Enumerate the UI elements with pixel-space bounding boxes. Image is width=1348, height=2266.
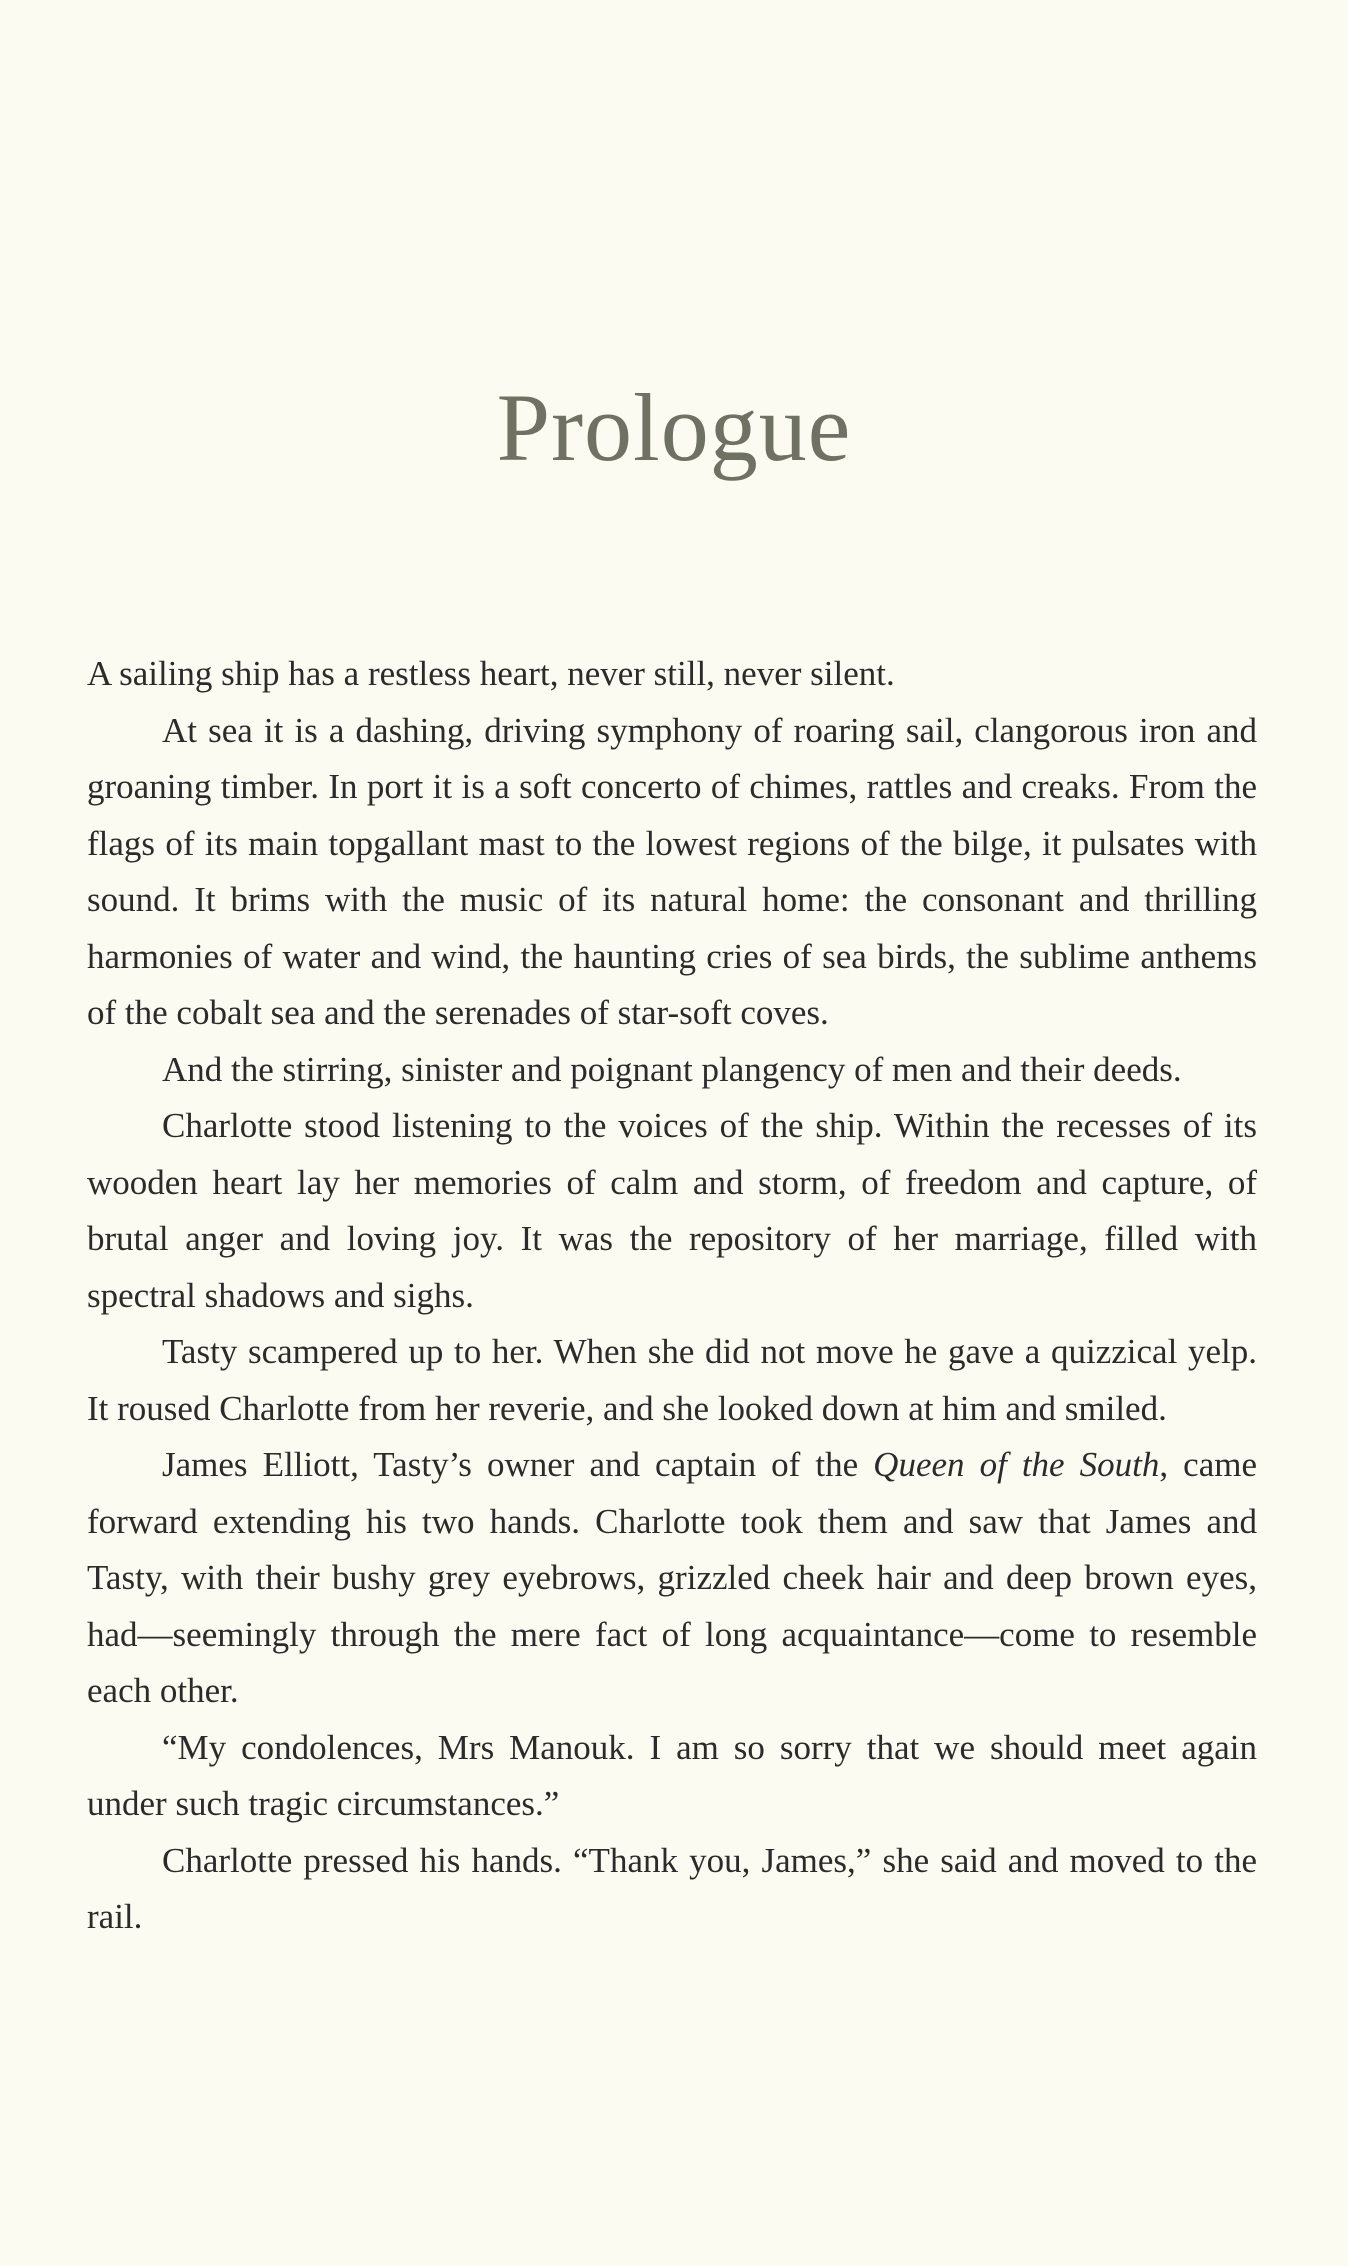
paragraph-4: Charlotte stood listening to the voices of the ship. Within the recesses of its wooden heart lay her memories of calm and storm, of freedom and capture, of brutal anger and loving joy. It was the repository of her marriage, filled with spectral shadows and sighs.	[87, 1106, 1257, 1315]
paragraph-6	[87, 1437, 1257, 1720]
paragraph-3: And the stirring, sinister and poignant plangency of men and their deeds.	[162, 1049, 1182, 1089]
paragraph-6-end: , came forward extending his two hands. Charlotte took them and saw that James and Tasty, with their bushy grey eyebrows, grizzled cheek hair and deep brown eyes, had—seemingly through the mere fact of long acquaintance—come to resemble each other.	[87, 1445, 1258, 1710]
paragraph-6-start: James Elliott, Tasty’s owner and captain of the	[162, 1445, 874, 1484]
chapter-title: Prologue	[496, 374, 852, 481]
paragraph-5: Tasty scampered up to her. When she did not move he gave a quizzical yelp. It roused Charlotte from her reverie, and she looked down at him and smiled.	[87, 1332, 1257, 1428]
paragraph-2: At sea it is a dashing, driving symphony of roaring sail, clangorous iron and groaning timber. In port it is a soft concerto of chimes, rattles and creaks. From the flags of its main topgallant mast to the lowest regions of the bilge, it pulsates with sound. It brims with the music of its natural home: the consonant and thrilling harmonies of water and wind, the haunting cries of sea birds, the sublime anthems of the cobalt sea and the serenades of star-soft coves.	[87, 710, 1257, 1032]
paragraph-8: Charlotte pressed his hands. “Thank you, James,” she said and moved to the rail.	[87, 1840, 1257, 1936]
ship-name: Queen of the South	[873, 1445, 1160, 1484]
chapter-body	[87, 646, 1257, 1946]
paragraph-7: “My condolences, Mrs Manouk. I am so sorry that we should meet again under such tragic circumstances.”	[87, 1727, 1257, 1823]
paragraph-1: A sailing ship has a restless heart, never still, never silent.	[87, 654, 895, 693]
